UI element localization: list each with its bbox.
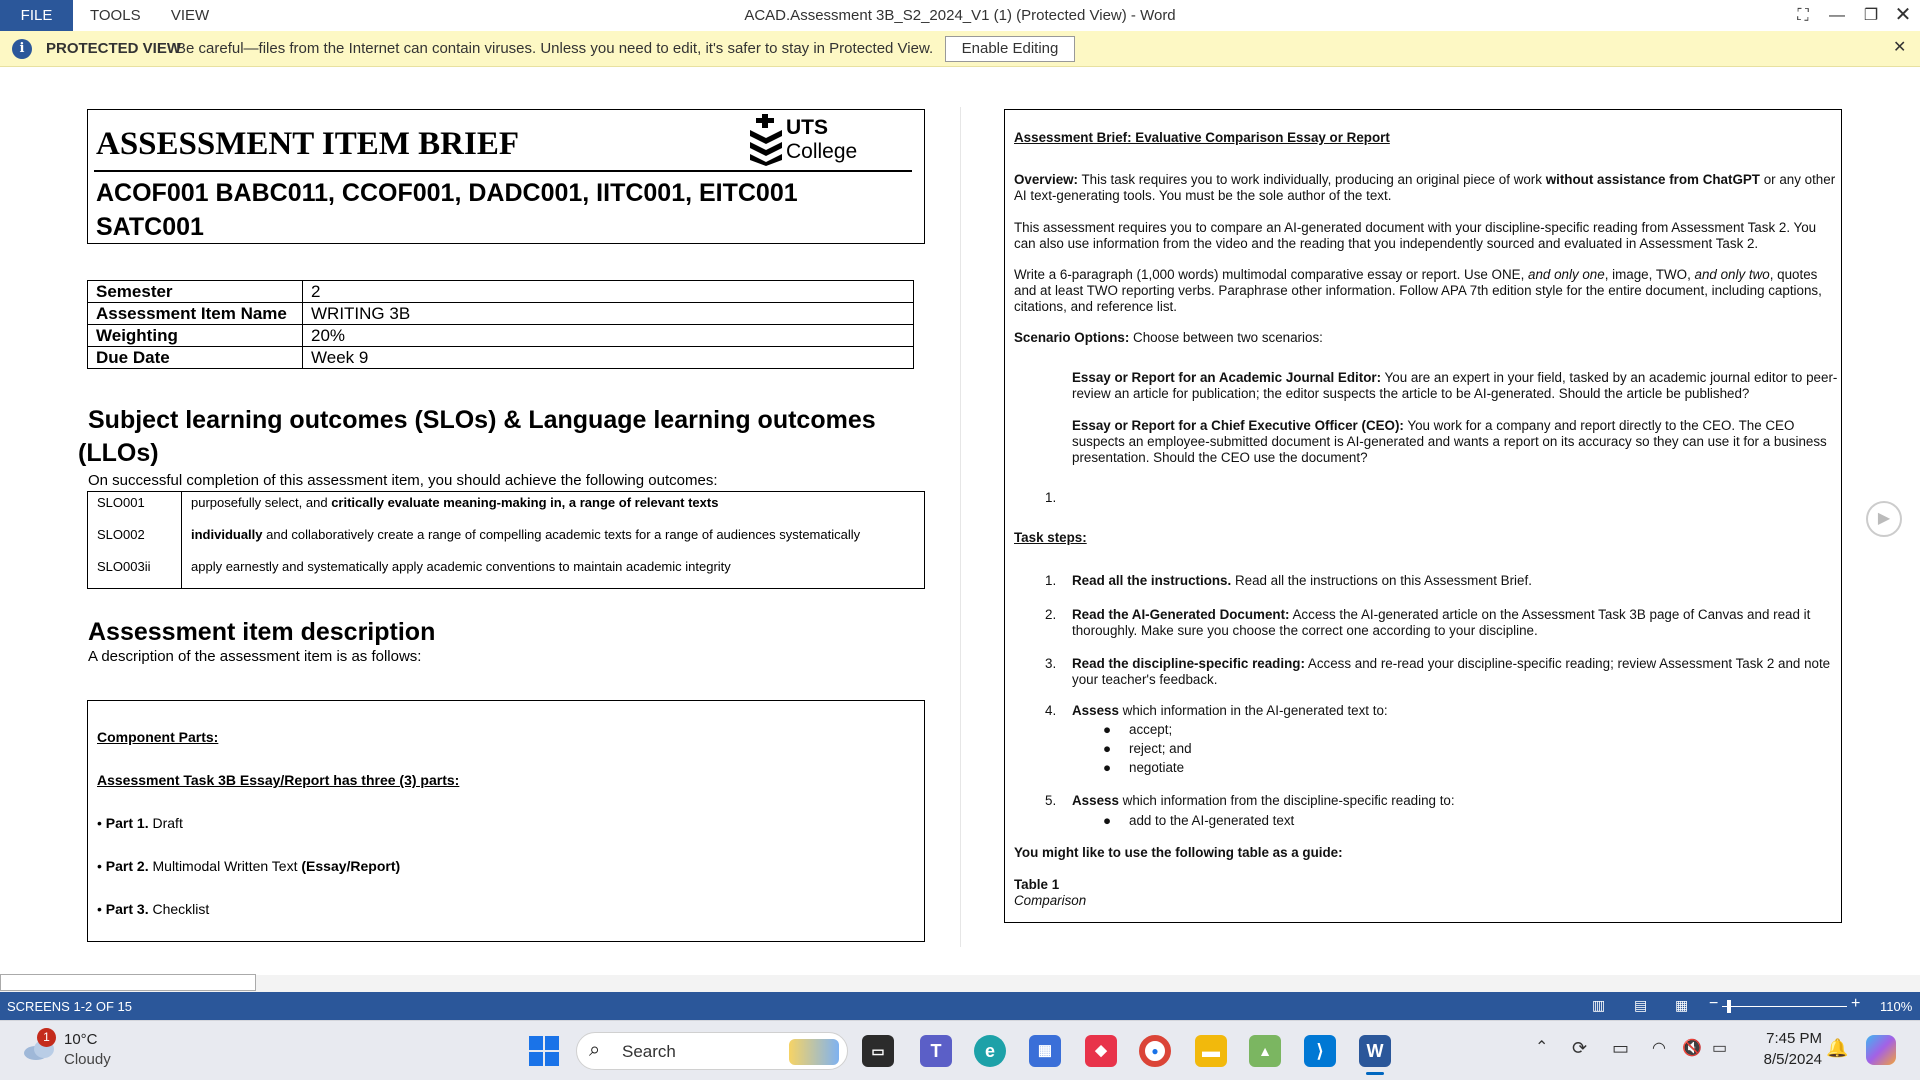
zoom-slider-thumb[interactable] xyxy=(1727,1000,1731,1013)
scrollbar-thumb[interactable] xyxy=(0,974,256,991)
table-row xyxy=(88,347,914,369)
search-placeholder: Search xyxy=(622,1042,676,1061)
overview-line-2: AI text-generating tools. You must be the sole author of the text. xyxy=(1014,188,1392,203)
teams-icon[interactable]: T xyxy=(920,1035,952,1067)
wifi-icon[interactable]: ◠ xyxy=(1652,1040,1666,1057)
table-row xyxy=(88,325,914,347)
page-divider xyxy=(960,107,961,947)
task-steps-heading: Task steps: xyxy=(1014,530,1087,545)
step-number: 2. xyxy=(1045,607,1057,622)
copilot-icon[interactable] xyxy=(1866,1035,1896,1065)
step-text: Assess which information in the AI-generated text to: xyxy=(1072,703,1388,718)
bullet-icon: ● xyxy=(1103,760,1112,775)
slo-code: SLO002 xyxy=(97,527,145,542)
step-text: Read the discipline-specific reading: Access and re-read your discipline-specific reading; review Assessment Task 2 and note xyxy=(1072,656,1831,671)
step-text: Read the AI-Generated Document: Access the AI-generated article on the Assessment Task 3B page of Canvas and read it xyxy=(1072,607,1811,622)
title-box xyxy=(87,109,925,244)
step-text-line-2: thoroughly. Make sure you choose the correct one according to your discipline. xyxy=(1072,623,1538,638)
slo-intro: On successful completion of this assessment item, you should achieve the following outcomes: xyxy=(88,472,718,489)
step-text: Assess which information from the discipline-specific reading to: xyxy=(1072,793,1455,808)
zoom-level[interactable]: 110% xyxy=(1880,999,1913,1014)
slo-text: purposefully select, and critically evaluate meaning-making in, a range of relevant texts xyxy=(191,495,719,510)
guide-text: You might like to use the following table as a guide: xyxy=(1014,845,1343,860)
info-key: Weighting xyxy=(88,325,303,347)
para-3-line-3: citations, and reference list. xyxy=(1014,299,1178,314)
info-icon: i xyxy=(12,39,32,59)
chevron-up-icon[interactable]: ⌃ xyxy=(1535,1039,1549,1056)
component-sub: Assessment Task 3B Essay/Report has three (3) parts: xyxy=(97,772,460,788)
info-key: Assessment Item Name xyxy=(88,303,303,325)
slo-table xyxy=(87,491,925,589)
document-title: ASSESSMENT ITEM BRIEF xyxy=(96,126,520,162)
step-text: Read all the instructions. Read all the instructions on this Assessment Brief. xyxy=(1072,573,1532,588)
zoom-out-icon[interactable]: − xyxy=(1709,995,1719,1012)
bullet-icon: ● xyxy=(1103,741,1112,756)
bullet-text: accept; xyxy=(1129,722,1173,737)
close-icon[interactable]: ✕ xyxy=(1893,39,1907,56)
part-item: • Part 2. Multimodal Written Text (Essay/Report) xyxy=(97,858,401,874)
document-area xyxy=(0,67,1920,975)
store-icon[interactable]: ▦ xyxy=(1029,1035,1061,1067)
status-bar xyxy=(0,992,1920,1020)
info-value: 20% xyxy=(303,325,914,347)
bullet-icon: ● xyxy=(1103,722,1112,737)
table-label: Table 1 xyxy=(1014,877,1060,892)
bullet-text: add to the AI-generated text xyxy=(1129,813,1295,828)
word-icon[interactable]: W xyxy=(1359,1035,1391,1067)
bullet-text: reject; and xyxy=(1129,741,1192,756)
step-text-line-2: your teacher's feedback. xyxy=(1072,672,1218,687)
window-title: ACAD.Assessment 3B_S2_2024_V1 (1) (Protected View) - Word xyxy=(744,7,1176,24)
assessment-info-table xyxy=(87,280,914,369)
info-value: WRITING 3B xyxy=(303,303,914,325)
screens-indicator: SCREENS 1-2 OF 15 xyxy=(7,999,132,1014)
step-number: 3. xyxy=(1045,656,1057,671)
print-layout-icon[interactable]: ▤ xyxy=(1634,997,1648,1013)
clock-date[interactable]: 8/5/2024 xyxy=(1763,1051,1822,1068)
part-item: • Part 3. Checklist xyxy=(97,901,210,917)
info-value: 2 xyxy=(303,281,914,303)
restore-icon[interactable]: ❐ xyxy=(1863,7,1879,24)
slo-text: individually and collaboratively create a range of compelling academic texts for a range of audiences systematically xyxy=(191,527,861,542)
battery-icon[interactable]: ▭ xyxy=(1712,1040,1728,1057)
enable-editing-button[interactable]: Enable Editing xyxy=(945,36,1075,62)
info-key: Semester xyxy=(88,281,303,303)
logo-uts: UTS xyxy=(786,116,828,139)
search-icon: ⌕ xyxy=(589,1039,601,1061)
search-box[interactable] xyxy=(576,1032,848,1070)
chrome-icon[interactable]: ● xyxy=(1139,1035,1171,1067)
uts-logo xyxy=(746,114,786,166)
scenario-1-line-1: Essay or Report for an Academic Journal Editor: You are an expert in your field, tasked by an academic journal editor to peer- xyxy=(1072,370,1838,385)
file-explorer-icon[interactable]: ▬ xyxy=(1195,1035,1227,1067)
bullet-icon: ● xyxy=(1103,813,1112,828)
horizontal-scrollbar[interactable] xyxy=(0,975,1920,992)
image-app-icon[interactable]: ▲ xyxy=(1249,1035,1281,1067)
slo-code: SLO001 xyxy=(97,495,145,510)
slo-column-rule xyxy=(181,492,182,588)
zoom-slider[interactable] xyxy=(1722,1006,1847,1007)
para-3-line-1: Write a 6-paragraph (1,000 words) multimodal comparative essay or report. Use ONE, and only one, image, TWO, and only two, quotes xyxy=(1014,267,1818,282)
notification-bell-icon[interactable]: 🔔 xyxy=(1826,1038,1849,1058)
para-2-line-2: can also use information from the video and the reading that you independently sourced and evaluated in Assessment Task 2. xyxy=(1014,236,1759,251)
right-page xyxy=(1004,109,1842,923)
description-heading: Assessment item description xyxy=(88,618,436,646)
logo-text xyxy=(786,116,857,164)
table-row xyxy=(88,303,914,325)
table-row xyxy=(88,281,914,303)
protected-view-message: Be careful—files from the Internet can contain viruses. Unless you need to edit, it's safer to stay in Protected View. xyxy=(176,40,934,57)
display-icon[interactable]: ▭ xyxy=(1612,1038,1630,1058)
zoom-in-icon[interactable]: + xyxy=(1851,995,1861,1012)
slo-code: SLO003ii xyxy=(97,559,151,574)
clock-time[interactable]: 7:45 PM xyxy=(1766,1030,1822,1047)
vscode-icon[interactable]: ⟩ xyxy=(1304,1035,1336,1067)
info-value: Week 9 xyxy=(303,347,914,369)
scenario-1-line-2: review an article for publication; the editor suspects the article to be AI-generated. Should the article be published? xyxy=(1072,386,1750,401)
windows-start-icon[interactable] xyxy=(529,1036,559,1066)
step-number: 1. xyxy=(1045,573,1057,588)
protected-view-label: PROTECTED VIEW xyxy=(46,40,182,57)
scenario-line: Scenario Options: Choose between two scenarios: xyxy=(1014,330,1323,345)
logo-college: College xyxy=(786,140,858,163)
component-heading: Component Parts: xyxy=(97,729,219,745)
edge-icon[interactable]: e xyxy=(974,1035,1006,1067)
menu-tools[interactable]: TOOLS xyxy=(90,7,141,24)
left-page xyxy=(0,67,960,975)
step-number: 4. xyxy=(1045,703,1057,718)
step-number: 5. xyxy=(1045,793,1057,808)
scenario-2-line-2: suspects an employee-submitted document is AI-generated and wants a report on its accuracy so they can use it for a business xyxy=(1072,434,1827,449)
slo-heading-line-2: (LLOs) xyxy=(78,439,159,467)
task-view-icon[interactable]: ▭ xyxy=(862,1035,894,1067)
part-item: • Part 1. Draft xyxy=(97,815,183,831)
anydesk-icon[interactable]: ◆ xyxy=(1085,1035,1117,1067)
brief-heading: Assessment Brief: Evaluative Comparison Essay or Report xyxy=(1014,130,1390,145)
weather-condition[interactable]: Cloudy xyxy=(64,1051,111,1068)
subject-codes xyxy=(96,176,798,244)
scenario-2-line-1: Essay or Report for a Chief Executive Officer (CEO): You work for a company and report directly to the CEO. The CEO xyxy=(1072,418,1795,433)
component-box xyxy=(87,700,925,942)
menu-bar xyxy=(0,0,1920,31)
description-intro: A description of the assessment item is as follows: xyxy=(88,648,422,665)
menu-view[interactable]: VIEW xyxy=(170,7,210,24)
minimize-icon[interactable]: — xyxy=(1829,7,1845,24)
sync-icon[interactable]: ⟳ xyxy=(1572,1038,1588,1058)
codes-line-2: SATC001 xyxy=(96,213,204,241)
weather-badge: 1 xyxy=(37,1028,56,1047)
protected-view-bar xyxy=(0,31,1920,67)
taskbar xyxy=(0,1020,1920,1080)
para-3-line-2: and at least TWO reporting verbs. Paraphrase other information. Follow APA 7th edition style for the entire document, including captions, xyxy=(1014,283,1822,298)
codes-line-1: ACOF001 BABC011, CCOF001, DADC001, IITC001, EITC001 xyxy=(96,179,798,207)
close-window-icon[interactable]: ✕ xyxy=(1894,4,1912,26)
slo-text: apply earnestly and systematically apply academic conventions to maintain academic integrity xyxy=(191,559,731,574)
fullscreen-icon[interactable]: ⛶ xyxy=(1797,7,1809,24)
menu-file[interactable]: FILE xyxy=(0,0,73,31)
web-layout-icon[interactable]: ▦ xyxy=(1675,997,1689,1013)
slo-heading-line-1: Subject learning outcomes (SLOs) & Language learning outcomes xyxy=(88,406,876,434)
active-app-indicator xyxy=(1366,1072,1384,1075)
scenario-2-line-3: presentation. Should the CEO use the document? xyxy=(1072,450,1368,465)
weather-temp[interactable]: 10°C xyxy=(64,1031,98,1048)
para-2-line-1: This assessment requires you to compare an AI-generated document with your discipline-specific reading from Assessment Task 2. You xyxy=(1014,220,1817,235)
bullet-text: negotiate xyxy=(1129,760,1185,775)
next-screen-icon[interactable]: ▶ xyxy=(1866,501,1902,537)
search-highlight-icon xyxy=(789,1039,839,1065)
table-caption: Comparison xyxy=(1014,893,1087,908)
volume-muted-icon[interactable]: 🔇 xyxy=(1682,1040,1702,1057)
info-key: Due Date xyxy=(88,347,303,369)
title-rule xyxy=(94,170,912,172)
overview-line-1: Overview: This task requires you to work individually, producing an original piece of work without assistance from ChatGPT or any other xyxy=(1014,172,1836,187)
empty-list-number: 1. xyxy=(1045,490,1057,505)
read-mode-icon[interactable]: ▥ xyxy=(1592,997,1606,1013)
